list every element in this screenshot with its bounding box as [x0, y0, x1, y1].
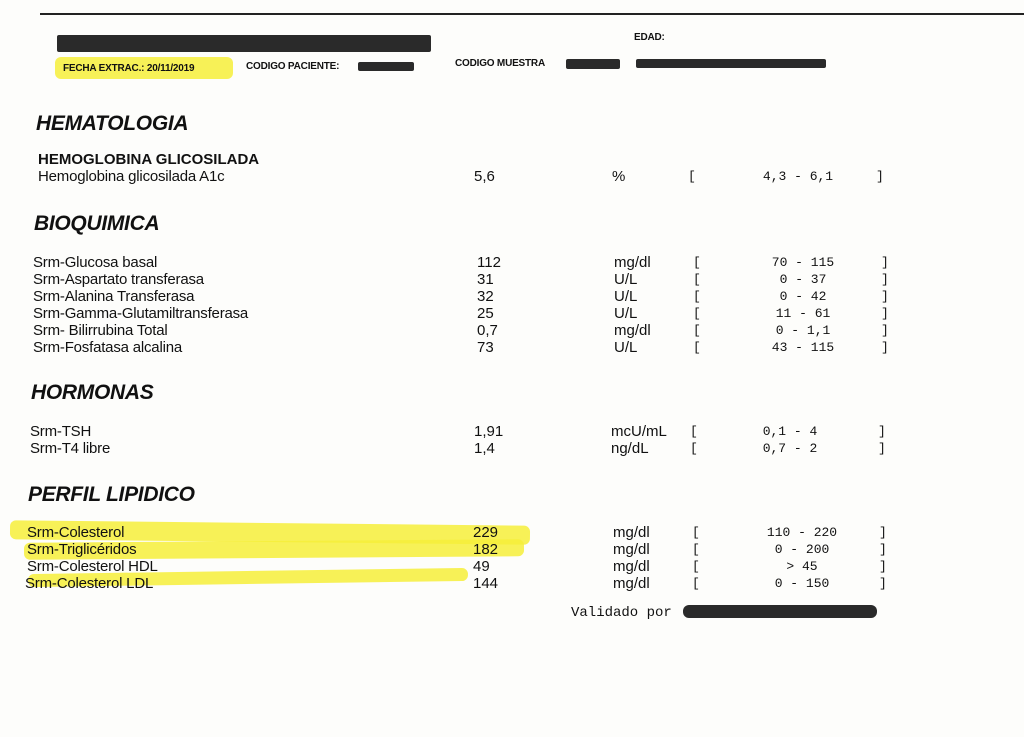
- test-unit: ng/dL: [611, 440, 649, 457]
- test-unit: mg/dl: [613, 541, 650, 558]
- reference-range: > 45: [786, 559, 818, 574]
- test-unit: mg/dl: [613, 558, 650, 575]
- range-close-bracket: ]: [881, 289, 889, 304]
- test-name: Srm-Aspartato transferasa: [33, 271, 204, 288]
- table-row: [25, 575, 892, 592]
- range-open-bracket: [: [692, 525, 700, 540]
- test-unit: mg/dl: [614, 322, 651, 339]
- edad-redaction: [636, 59, 826, 68]
- table-row: [33, 288, 893, 305]
- range-close-bracket: ]: [879, 542, 887, 557]
- test-unit: mg/dl: [613, 524, 650, 541]
- test-name: Srm-Triglicéridos: [27, 541, 137, 558]
- edad-label: EDAD:: [634, 32, 665, 43]
- range-open-bracket: [: [693, 340, 701, 355]
- reference-range: 0 - 37: [779, 272, 827, 287]
- test-unit: mcU/mL: [611, 423, 667, 440]
- reference-range: 0,1 - 4: [762, 424, 818, 439]
- range-open-bracket: [: [693, 306, 701, 321]
- range-open-bracket: [: [690, 424, 698, 439]
- reference-range: 0 - 200: [774, 542, 830, 557]
- test-unit: U/L: [614, 288, 638, 305]
- test-unit: U/L: [614, 271, 638, 288]
- table-row: [33, 271, 893, 288]
- codigo-muestra-redaction: [566, 59, 620, 69]
- range-open-bracket: [: [693, 272, 701, 287]
- table-row: [27, 558, 892, 575]
- test-value: 1,91: [474, 423, 504, 440]
- test-name: Srm-T4 libre: [30, 440, 111, 457]
- validado-label: Validado por: [571, 605, 672, 621]
- reference-range: 43 - 115: [771, 340, 835, 355]
- section-title-hematologia: HEMATOLOGIA: [36, 112, 189, 135]
- table-row: [33, 322, 893, 339]
- test-name: Srm-Colesterol: [27, 524, 125, 541]
- test-unit: mg/dl: [614, 254, 651, 271]
- reference-range: 4,3 - 6,1: [762, 169, 834, 184]
- codigo-muestra-label: CODIGO MUESTRA: [455, 58, 545, 69]
- section-title-hormonas: HORMONAS: [31, 381, 154, 404]
- test-unit: %: [612, 168, 626, 185]
- range-close-bracket: ]: [879, 576, 887, 591]
- subsection-title-hemoglobina: HEMOGLOBINA GLICOSILADA: [38, 151, 260, 168]
- test-value: 5,6: [474, 168, 495, 185]
- test-name: Hemoglobina glicosilada A1c: [38, 168, 225, 185]
- range-close-bracket: ]: [881, 323, 889, 338]
- table-row: [38, 168, 898, 185]
- reference-range: 0 - 42: [779, 289, 827, 304]
- test-value: 144: [473, 575, 499, 592]
- test-unit: U/L: [614, 305, 638, 322]
- test-name: Srm- Bilirrubina Total: [33, 322, 168, 339]
- codigo-paciente-label: CODIGO PACIENTE:: [246, 61, 340, 72]
- table-row: [33, 305, 893, 322]
- range-close-bracket: ]: [881, 255, 889, 270]
- patient-name-redaction: [57, 35, 431, 52]
- codigo-paciente-redaction: [358, 62, 414, 71]
- section-title-bioquimica: BIOQUIMICA: [34, 212, 160, 235]
- range-close-bracket: ]: [879, 525, 887, 540]
- test-value: 31: [477, 271, 494, 288]
- reference-range: 0,7 - 2: [762, 441, 818, 456]
- validator-redaction: [683, 605, 877, 618]
- test-value: 32: [477, 288, 494, 305]
- top-rule: [40, 13, 1024, 15]
- test-value: 49: [473, 558, 490, 575]
- test-name: Srm-TSH: [30, 423, 92, 440]
- table-row: [27, 541, 892, 558]
- table-row: [27, 524, 892, 541]
- test-name: Srm-Gamma-Glutamiltransferasa: [33, 305, 249, 322]
- range-open-bracket: [: [688, 169, 696, 184]
- test-name: Srm-Fosfatasa alcalina: [33, 339, 182, 356]
- reference-range: 11 - 61: [775, 306, 831, 321]
- range-close-bracket: ]: [881, 340, 889, 355]
- test-value: 229: [473, 524, 499, 541]
- test-value: 0,7: [477, 322, 498, 339]
- range-open-bracket: [: [692, 542, 700, 557]
- table-row: [33, 254, 893, 271]
- range-open-bracket: [: [693, 323, 701, 338]
- test-value: 1,4: [474, 440, 495, 457]
- test-value: 182: [473, 541, 499, 558]
- section-title-perfil-lipidico: PERFIL LIPIDICO: [28, 483, 195, 506]
- range-close-bracket: ]: [881, 272, 889, 287]
- reference-range: 0 - 150: [774, 576, 830, 591]
- reference-range: 70 - 115: [771, 255, 835, 270]
- reference-range: 0 - 1,1: [775, 323, 831, 338]
- test-value: 73: [477, 339, 494, 356]
- range-open-bracket: [: [693, 255, 701, 270]
- range-open-bracket: [: [692, 559, 700, 574]
- test-value: 112: [477, 254, 501, 271]
- range-close-bracket: ]: [881, 306, 889, 321]
- fecha-extraccion-label: FECHA EXTRAC.: 20/11/2019: [63, 63, 195, 74]
- test-name: Srm-Alanina Transferasa: [33, 288, 195, 305]
- table-row: [30, 423, 890, 440]
- range-open-bracket: [: [690, 441, 698, 456]
- table-row: [33, 339, 893, 356]
- range-close-bracket: ]: [878, 424, 886, 439]
- range-open-bracket: [: [692, 576, 700, 591]
- test-unit: mg/dl: [613, 575, 650, 592]
- range-open-bracket: [: [693, 289, 701, 304]
- table-row: [30, 440, 890, 457]
- range-close-bracket: ]: [878, 441, 886, 456]
- reference-range: 110 - 220: [766, 525, 838, 540]
- range-close-bracket: ]: [876, 169, 884, 184]
- test-name: Srm-Colesterol LDL: [25, 575, 154, 592]
- test-unit: U/L: [614, 339, 638, 356]
- test-value: 25: [477, 305, 494, 322]
- test-name: Srm-Glucosa basal: [33, 254, 158, 271]
- range-close-bracket: ]: [879, 559, 887, 574]
- test-name: Srm-Colesterol HDL: [27, 558, 158, 575]
